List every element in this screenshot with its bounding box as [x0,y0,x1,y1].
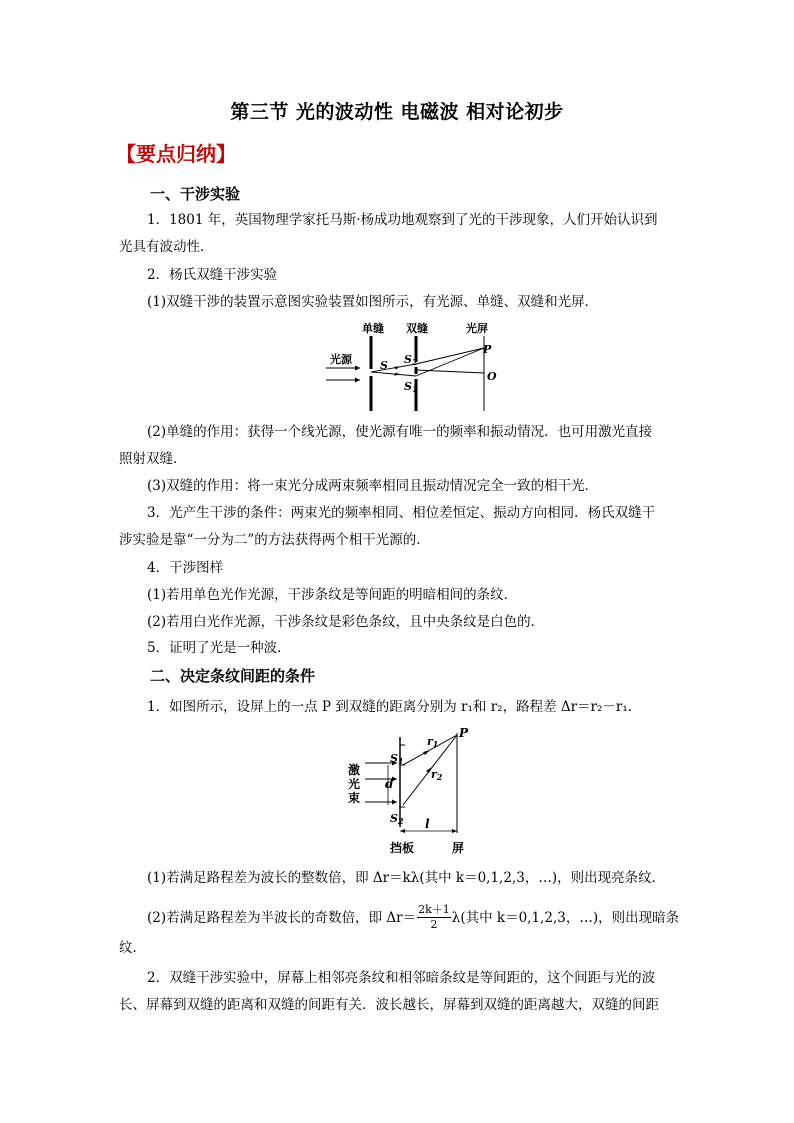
label-s2: S2 [404,353,418,367]
label-light-screen: 光屏 [466,322,488,335]
label-laser-3: 束 [348,791,361,805]
paragraph: 2．杨氏双缝干涉实验 [147,267,278,283]
label-r2: r2 [431,768,443,782]
fraction-denominator: 2 [430,918,438,931]
paragraph: 2．双缝干涉实验中，屏幕上相邻亮条纹和相邻暗条纹是等间距的，这个间距与光的波 [147,970,656,986]
paragraph-text: (2)若满足路程差为半波长的奇数倍，即 Δr＝ [147,909,417,926]
paragraph-text: λ(其中 k＝0,1,2,3，…)，则出现暗条 [451,909,680,926]
label-l: l [425,817,430,831]
label-s1: S1 [404,380,418,394]
section-heading-interference: 一、干涉实验 [150,185,241,203]
paragraph: 长、屏幕到双缝的距离和双缝的间距有关．波长越长，屏幕到双缝的距离越大，双缝的间距 [119,997,659,1013]
label-screen: 屏 [452,841,465,855]
label-double-slit: 双缝 [406,322,428,335]
path-difference-diagram [345,725,485,860]
arrow-head [392,800,397,805]
paragraph: (2)单缝的作用：获得一个线光源，使光源有唯一的频率和振动情况．也可用激光直接 [147,424,653,440]
ray-s-to-s1 [371,372,416,376]
paragraph: 5．证明了光是一种波． [147,640,291,656]
arrow-head [355,366,360,371]
paragraph: 1．如图所示，设屏上的一点 P 到双缝的距离分别为 r₁和 r₂，路程差 Δr＝r₂－r₁. [147,699,633,715]
paragraph-with-fraction [147,903,679,932]
paragraph: 涉实验是靠“一分为二”的方法获得两个相干光源的． [119,532,430,548]
label-laser-2: 光 [348,777,361,791]
double-slit-apparatus-diagram [320,318,500,418]
paragraph: 照射双缝． [119,451,187,467]
label-light-source: 光源 [330,353,352,366]
label-single-slit: 单缝 [362,322,384,335]
paragraph: 1．1801 年，英国物理学家托马斯·杨成功地观察到了光的干涉现象，人们开始认识到 [147,212,658,228]
label-s2: S2 [390,812,404,826]
paragraph: 光具有波动性． [119,239,214,255]
label-s1: S1 [390,752,404,766]
paragraph: (1)双缝干涉的装置示意图实验装置如图所示，有光源、单缝、双缝和光屏． [147,294,599,310]
label-p: P [459,726,469,740]
arrow-head [423,750,430,755]
arrow-head [355,378,360,383]
paragraph: (2)若用白光作光源，干涉条纹是彩色条纹，且中央条纹是白色的． [147,614,545,630]
paragraph: 4．干涉图样 [147,560,224,576]
label-p: P [483,343,492,356]
arrow-head [452,829,457,833]
fraction-numerator: 2k＋1 [418,903,450,916]
label-o: O [487,370,497,383]
fraction [417,903,451,932]
label-r1: r1 [427,735,439,749]
label-baffle: 挡板 [390,841,415,855]
paragraph: (1)若满足路程差为波长的整数倍，即 Δr＝kλ(其中 k＝0,1,2,3，…)，则出现亮条纹． [147,870,666,886]
label-laser-1: 激 [348,763,361,777]
paragraph: 纹． [119,940,146,956]
paragraph: 3．光产生干涉的条件：两束光的频率相同、相位差恒定、振动方向相同．杨氏双缝干 [147,505,656,521]
page-title: 第三节 光的波动性 电磁波 相对论初步 [230,101,564,123]
arrow-head [400,829,405,833]
paragraph: (1)若用单色光作光源，干涉条纹是等间距的明暗相间的条纹． [147,587,518,603]
label-d: d [385,777,394,791]
label-s: S [380,359,388,372]
section-heading-fringe-spacing: 二、决定条纹间距的条件 [150,667,316,685]
key-points-badge: 【要点归纳】 [116,142,236,166]
paragraph: (3)双缝的作用：将一束光分成两束频率相同且振动情况完全一致的相干光． [147,478,599,494]
